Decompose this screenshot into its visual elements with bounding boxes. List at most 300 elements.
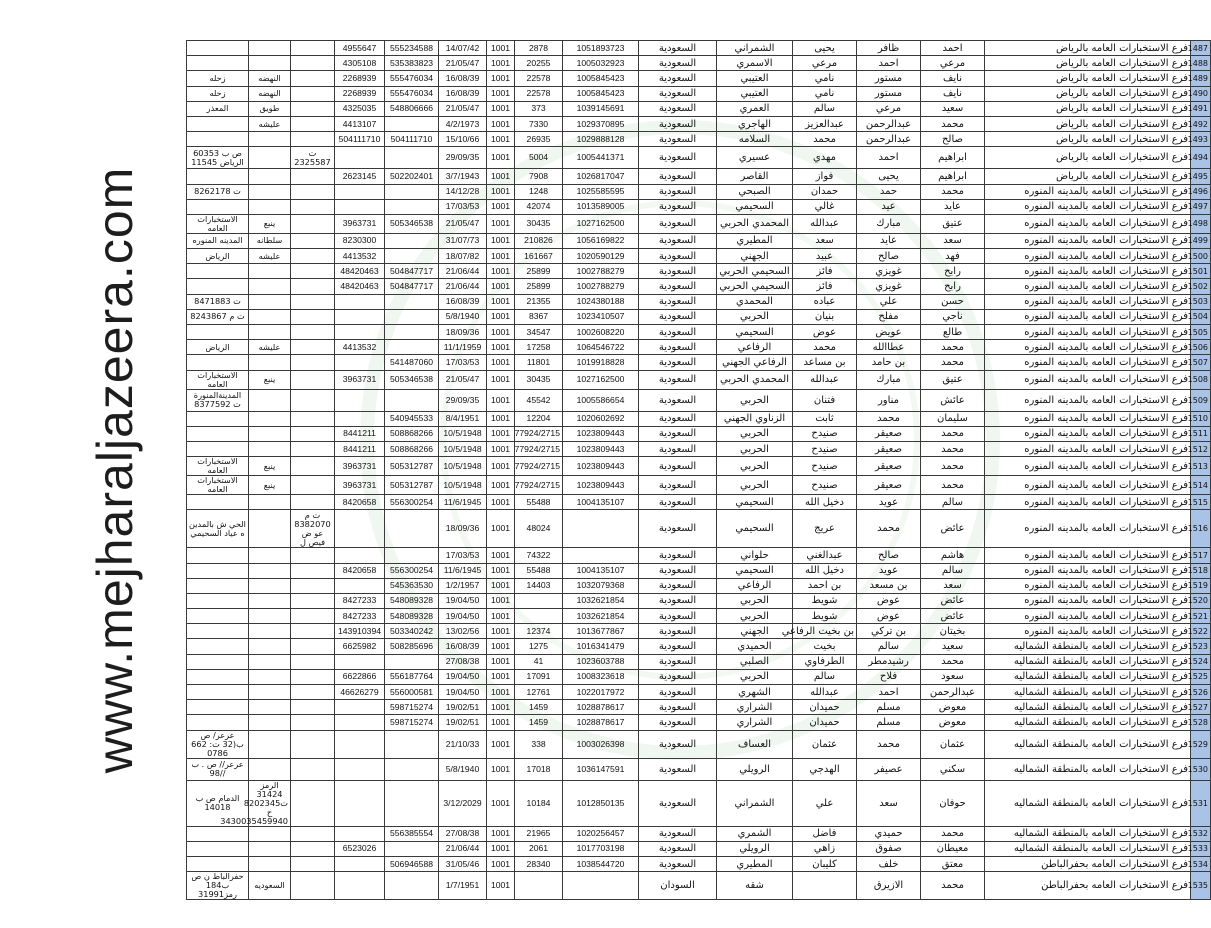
record-index: 1533 <box>1191 841 1211 856</box>
district-cell <box>249 609 291 624</box>
record-index: 1528 <box>1191 715 1211 730</box>
record-index: 1487 <box>1191 41 1211 56</box>
district-cell: ينبع <box>249 370 291 389</box>
phone-cell: 8420658 <box>335 563 385 578</box>
extra-cell <box>291 758 335 780</box>
branch-cell: فرع الاستخبارات العامه بالمنطقة الشماليه <box>985 730 1191 758</box>
first-name-cell: محمد <box>921 654 985 669</box>
first-name-cell: محمد <box>921 441 985 456</box>
record-index: 1515 <box>1191 495 1211 510</box>
address-cell <box>187 199 249 214</box>
first-name-cell: سالم <box>921 563 985 578</box>
extra-cell: ت م 8382070 عو ض فيص ل <box>291 510 335 548</box>
grandfather-name-cell: صنيدح <box>793 457 857 476</box>
number-cell: 373 <box>515 101 563 116</box>
district-cell <box>249 841 291 856</box>
district-cell <box>249 184 291 199</box>
address-cell <box>187 56 249 71</box>
id-number-cell: 1023603788 <box>563 654 639 669</box>
date-cell: 8/4/1951 <box>439 411 487 426</box>
address-cell: الرياض <box>187 340 249 355</box>
table-row <box>187 132 1211 147</box>
id-number-cell: 1024380188 <box>563 294 639 309</box>
father-name-cell: الازيرق <box>857 872 921 900</box>
table-row <box>187 841 1211 856</box>
nationality-cell: السعودية <box>639 264 717 279</box>
grandfather-name-cell: بنيان <box>793 309 857 324</box>
code-cell: 1001 <box>487 214 515 233</box>
table-row <box>187 426 1211 441</box>
district-cell: ينبع <box>249 214 291 233</box>
record-index: 1500 <box>1191 249 1211 264</box>
family-name-cell: القاصر <box>717 169 793 184</box>
date-cell: 10/5/1948 <box>439 441 487 456</box>
branch-cell: فرع الاستخبارات العامه بحفرالباطن <box>985 872 1191 900</box>
phone-cell <box>335 654 385 669</box>
record-index: 1509 <box>1191 389 1211 411</box>
nationality-cell: السعودية <box>639 639 717 654</box>
district-cell <box>249 426 291 441</box>
father-name-cell: فلاح <box>857 669 921 684</box>
mobile-cell <box>385 294 439 309</box>
number-cell: 55488 <box>515 563 563 578</box>
first-name-cell: سليمان <box>921 411 985 426</box>
record-index: 1502 <box>1191 279 1211 294</box>
extra-cell <box>291 56 335 71</box>
branch-cell: فرع الاستخبارات العامه بالمدينه المنوره <box>985 457 1191 476</box>
family-name-cell: السحيمي <box>717 495 793 510</box>
date-cell: 3/7/1943 <box>439 169 487 184</box>
first-name-cell: محمد <box>921 184 985 199</box>
date-cell: 11/6/1945 <box>439 563 487 578</box>
mobile-cell: 598715274 <box>385 715 439 730</box>
nationality-cell: السعودية <box>639 184 717 199</box>
date-cell: 19/02/51 <box>439 715 487 730</box>
id-number-cell: 1005845423 <box>563 71 639 86</box>
date-cell: 5/8/1940 <box>439 758 487 780</box>
number-cell: 161667 <box>515 249 563 264</box>
branch-cell: فرع الاستخبارات العامه بالمدينه المنوره <box>985 249 1191 264</box>
table-row <box>187 639 1211 654</box>
number-cell: 12204 <box>515 411 563 426</box>
grandfather-name-cell: عباده <box>793 294 857 309</box>
record-index: 1503 <box>1191 294 1211 309</box>
phone-cell <box>335 411 385 426</box>
record-index: 1518 <box>1191 563 1211 578</box>
district-cell <box>249 654 291 669</box>
nationality-cell: السعودية <box>639 715 717 730</box>
extra-cell <box>291 41 335 56</box>
id-number-cell: 1022017972 <box>563 685 639 700</box>
nationality-cell: السودان <box>639 872 717 900</box>
extra-cell <box>291 593 335 608</box>
code-cell: 1001 <box>487 457 515 476</box>
mobile-cell: 548089328 <box>385 593 439 608</box>
branch-cell: فرع الاستخبارات العامه بالمدينه المنوره <box>985 233 1191 248</box>
mobile-cell: 555476034 <box>385 71 439 86</box>
extra-cell <box>291 495 335 510</box>
phone-cell: 48420463 <box>335 279 385 294</box>
father-name-cell: بن حامد <box>857 355 921 370</box>
code-cell: 1001 <box>487 495 515 510</box>
date-cell: 31/07/73 <box>439 233 487 248</box>
extra-cell <box>291 700 335 715</box>
family-name-cell: الرفاعي <box>717 578 793 593</box>
first-name-cell: نايف <box>921 86 985 101</box>
grandfather-name-cell: بن مساعد <box>793 355 857 370</box>
mobile-cell: 556300254 <box>385 495 439 510</box>
phone-cell: 2623145 <box>335 169 385 184</box>
district-cell <box>249 264 291 279</box>
family-name-cell: السحيمي <box>717 325 793 340</box>
table-row <box>187 441 1211 456</box>
code-cell: 1001 <box>487 411 515 426</box>
number-cell: 26935 <box>515 132 563 147</box>
phone-cell: 8441211 <box>335 426 385 441</box>
record-index: 1524 <box>1191 654 1211 669</box>
id-number-cell: 1032621854 <box>563 609 639 624</box>
address-cell <box>187 685 249 700</box>
nationality-cell: السعودية <box>639 609 717 624</box>
branch-cell: فرع الاستخبارات العامه بالمدينه المنوره <box>985 294 1191 309</box>
district-cell: طويق <box>249 101 291 116</box>
date-cell: 21/05/47 <box>439 214 487 233</box>
date-cell: 10/5/1948 <box>439 457 487 476</box>
father-name-cell: احمد <box>857 685 921 700</box>
date-cell: 17/03/53 <box>439 355 487 370</box>
family-name-cell: السحيمي الحربي <box>717 264 793 279</box>
father-name-cell: عويد <box>857 563 921 578</box>
date-cell: 11/6/1945 <box>439 495 487 510</box>
first-name-cell: محمد <box>921 872 985 900</box>
record-index: 1513 <box>1191 457 1211 476</box>
nationality-cell: السعودية <box>639 199 717 214</box>
table-row <box>187 758 1211 780</box>
mobile-cell: 505346538 <box>385 214 439 233</box>
number-cell: 74322 <box>515 548 563 563</box>
code-cell: 1001 <box>487 872 515 900</box>
father-name-cell: عايد <box>857 233 921 248</box>
mobile-cell <box>385 249 439 264</box>
address-cell <box>187 426 249 441</box>
date-cell: 10/5/1948 <box>439 426 487 441</box>
date-cell: 17/03/53 <box>439 199 487 214</box>
district-cell <box>249 199 291 214</box>
father-name-cell: عبدالرحمن <box>857 116 921 131</box>
id-number-cell: 1038544720 <box>563 856 639 871</box>
number-cell <box>515 872 563 900</box>
record-index: 1498 <box>1191 214 1211 233</box>
number-cell: 20255 <box>515 56 563 71</box>
branch-cell: فرع الاستخبارات العامه بالرياض <box>985 147 1191 169</box>
grandfather-name-cell: ثابت <box>793 411 857 426</box>
address-cell <box>187 132 249 147</box>
date-cell: 31/05/46 <box>439 856 487 871</box>
code-cell: 1001 <box>487 700 515 715</box>
address-cell <box>187 495 249 510</box>
address-cell <box>187 609 249 624</box>
branch-cell: فرع الاستخبارات العامه بالمدينه المنوره <box>985 441 1191 456</box>
code-cell: 1001 <box>487 389 515 411</box>
extra-cell <box>291 294 335 309</box>
extra-cell <box>291 826 335 841</box>
number-cell: 7330 <box>515 116 563 131</box>
id-number-cell: 1028878617 <box>563 700 639 715</box>
extra-cell <box>291 249 335 264</box>
extra-cell <box>291 426 335 441</box>
family-name-cell: الزناوي الجهني <box>717 411 793 426</box>
address-cell <box>187 411 249 426</box>
phone-cell: 3963731 <box>335 214 385 233</box>
district-cell <box>249 294 291 309</box>
district-cell <box>249 411 291 426</box>
number-cell <box>515 609 563 624</box>
district-cell: عليشه <box>249 340 291 355</box>
first-name-cell: سعود <box>921 669 985 684</box>
mobile-cell: 548089328 <box>385 609 439 624</box>
first-name-cell: سعيد <box>921 639 985 654</box>
phone-cell: 48420463 <box>335 264 385 279</box>
number-cell: 41 <box>515 654 563 669</box>
branch-cell: فرع الاستخبارات العامه بالمدينه المنوره <box>985 340 1191 355</box>
id-number-cell: 1023809443 <box>563 426 639 441</box>
mobile-cell <box>385 548 439 563</box>
grandfather-name-cell: فواز <box>793 169 857 184</box>
phone-cell <box>335 510 385 548</box>
mobile-cell <box>385 510 439 548</box>
phone-cell <box>335 325 385 340</box>
first-name-cell: محمد <box>921 355 985 370</box>
code-cell: 1001 <box>487 264 515 279</box>
nationality-cell: السعودية <box>639 340 717 355</box>
extra-cell <box>291 476 335 495</box>
number-cell: 11801 <box>515 355 563 370</box>
first-name-cell: محمد <box>921 340 985 355</box>
district-cell: السعوديه <box>249 872 291 900</box>
extra-cell <box>291 639 335 654</box>
grandfather-name-cell: صنيدح <box>793 441 857 456</box>
table-row <box>187 476 1211 495</box>
first-name-cell: ابراهيم <box>921 147 985 169</box>
branch-cell: فرع الاستخبارات العامه بالمدينه المنوره <box>985 593 1191 608</box>
table-body <box>187 41 1211 900</box>
grandfather-name-cell: فاضل <box>793 826 857 841</box>
code-cell: 1001 <box>487 426 515 441</box>
number-cell: 12761 <box>515 685 563 700</box>
nationality-cell: السعودية <box>639 495 717 510</box>
number-cell: 1459 <box>515 715 563 730</box>
id-number-cell: 1002608220 <box>563 325 639 340</box>
district-cell <box>249 758 291 780</box>
grandfather-name-cell: عبدالله <box>793 370 857 389</box>
father-name-cell: بن تركي <box>857 624 921 639</box>
table-row <box>187 389 1211 411</box>
code-cell: 1001 <box>487 355 515 370</box>
table-row <box>187 56 1211 71</box>
grandfather-name-cell: محمد <box>793 340 857 355</box>
number-cell: 2061 <box>515 841 563 856</box>
number-cell: 77924/2715 <box>515 426 563 441</box>
table-row <box>187 700 1211 715</box>
father-name-cell: عويض <box>857 325 921 340</box>
extra-cell <box>291 214 335 233</box>
mobile-cell: 505346538 <box>385 370 439 389</box>
record-index: 1520 <box>1191 593 1211 608</box>
branch-cell: فرع الاستخبارات العامه بالمدينه المنوره <box>985 476 1191 495</box>
extra-cell <box>291 325 335 340</box>
record-index: 1506 <box>1191 340 1211 355</box>
record-index: 1504 <box>1191 309 1211 324</box>
mobile-cell: 503340242 <box>385 624 439 639</box>
record-index: 1489 <box>1191 71 1211 86</box>
id-number-cell: 1023809443 <box>563 441 639 456</box>
date-cell: 1/7/1951 <box>439 872 487 900</box>
id-number-cell: 1002788279 <box>563 264 639 279</box>
address-cell: الاستخبارات العامه <box>187 457 249 476</box>
id-number-cell <box>563 548 639 563</box>
father-name-cell: عيد <box>857 199 921 214</box>
nationality-cell: السعودية <box>639 841 717 856</box>
grandfather-name-cell: غالي <box>793 199 857 214</box>
extra-cell <box>291 548 335 563</box>
family-name-cell: السلامه <box>717 132 793 147</box>
mobile-cell <box>385 147 439 169</box>
date-cell: 16/08/39 <box>439 86 487 101</box>
first-name-cell: محمد <box>921 426 985 441</box>
date-cell: 11/1/1959 <box>439 340 487 355</box>
branch-cell: فرع الاستخبارات العامه بالمدينه المنوره <box>985 548 1191 563</box>
extra-cell <box>291 116 335 131</box>
father-name-cell: محمد <box>857 510 921 548</box>
grandfather-name-cell: عريج <box>793 510 857 548</box>
table-row <box>187 685 1211 700</box>
branch-cell: فرع الاستخبارات العامه بالمدينه المنوره <box>985 389 1191 411</box>
code-cell: 1001 <box>487 71 515 86</box>
first-name-cell: هاشم <box>921 548 985 563</box>
table-row <box>187 147 1211 169</box>
branch-cell: فرع الاستخبارات العامه بالمنطقة الشماليه <box>985 826 1191 841</box>
grandfather-name-cell: الطرفاوي <box>793 654 857 669</box>
nationality-cell: السعودية <box>639 249 717 264</box>
extra-cell <box>291 780 335 826</box>
address-cell <box>187 593 249 608</box>
branch-cell: فرع الاستخبارات العامه بحفرالباطن <box>985 856 1191 871</box>
site-watermark <box>80 90 150 850</box>
mobile-cell: 548806666 <box>385 101 439 116</box>
address-cell <box>187 856 249 871</box>
first-name-cell: عائض <box>921 510 985 548</box>
date-cell: 19/04/50 <box>439 669 487 684</box>
number-cell: 28340 <box>515 856 563 871</box>
mobile-cell <box>385 654 439 669</box>
district-cell <box>249 548 291 563</box>
first-name-cell: نايف <box>921 71 985 86</box>
date-cell: 18/09/36 <box>439 510 487 548</box>
code-cell: 1001 <box>487 249 515 264</box>
grandfather-name-cell: شويط <box>793 593 857 608</box>
first-name-cell: عائض <box>921 593 985 608</box>
id-number-cell: 1029888128 <box>563 132 639 147</box>
first-name-cell: معوض <box>921 700 985 715</box>
address-cell <box>187 669 249 684</box>
branch-cell: فرع الاستخبارات العامه بالرياض <box>985 41 1191 56</box>
code-cell: 1001 <box>487 233 515 248</box>
table-row <box>187 624 1211 639</box>
phone-cell <box>335 184 385 199</box>
family-name-cell: الحميدي <box>717 639 793 654</box>
family-name-cell: السحيمي الحربي <box>717 279 793 294</box>
record-index: 1517 <box>1191 548 1211 563</box>
grandfather-name-cell: الهدجي <box>793 758 857 780</box>
nationality-cell: السعودية <box>639 71 717 86</box>
phone-cell <box>335 309 385 324</box>
family-name-cell: الحربي <box>717 426 793 441</box>
grandfather-name-cell: شويط <box>793 609 857 624</box>
nationality-cell: السعودية <box>639 826 717 841</box>
table-row <box>187 593 1211 608</box>
date-cell: 4/2/1973 <box>439 116 487 131</box>
address-cell <box>187 624 249 639</box>
branch-cell: فرع الاستخبارات العامه بالرياض <box>985 132 1191 147</box>
record-index: 1507 <box>1191 355 1211 370</box>
district-cell <box>249 593 291 608</box>
extra-cell <box>291 669 335 684</box>
code-cell: 1001 <box>487 86 515 101</box>
number-cell: 2878 <box>515 41 563 56</box>
district-cell <box>249 279 291 294</box>
phone-cell: 8427233 <box>335 593 385 608</box>
code-cell: 1001 <box>487 856 515 871</box>
grandfather-name-cell: بن احمد <box>793 578 857 593</box>
record-index: 1492 <box>1191 116 1211 131</box>
extra-cell <box>291 199 335 214</box>
extra-cell <box>291 71 335 86</box>
district-cell: النهضه <box>249 86 291 101</box>
grandfather-name-cell: عوض <box>793 325 857 340</box>
id-number-cell: 1025585595 <box>563 184 639 199</box>
record-index: 1534 <box>1191 856 1211 871</box>
address-cell <box>187 841 249 856</box>
record-index: 1535 <box>1191 872 1211 900</box>
family-name-cell: الشمراني <box>717 41 793 56</box>
grandfather-name-cell: حمدان <box>793 184 857 199</box>
table-row <box>187 730 1211 758</box>
number-cell: 1248 <box>515 184 563 199</box>
nationality-cell: السعودية <box>639 700 717 715</box>
first-name-cell: ناجي <box>921 309 985 324</box>
phone-cell <box>335 548 385 563</box>
record-index: 1532 <box>1191 826 1211 841</box>
phone-cell: 4413107 <box>335 116 385 131</box>
first-name-cell: عبدالرحمن <box>921 685 985 700</box>
extra-cell <box>291 872 335 900</box>
id-number-cell: 1023809443 <box>563 476 639 495</box>
district-cell <box>249 715 291 730</box>
phone-cell: 4955647 <box>335 41 385 56</box>
mobile-cell: 598715274 <box>385 700 439 715</box>
family-name-cell: المطيري <box>717 233 793 248</box>
branch-cell: فرع الاستخبارات العامه بالرياض <box>985 86 1191 101</box>
id-number-cell <box>563 510 639 548</box>
nationality-cell: السعودية <box>639 355 717 370</box>
grandfather-name-cell: نامي <box>793 86 857 101</box>
branch-cell: فرع الاستخبارات العامه بالرياض <box>985 169 1191 184</box>
id-number-cell: 1019918828 <box>563 355 639 370</box>
number-cell: 338 <box>515 730 563 758</box>
branch-cell: فرع الاستخبارات العامه بالمنطقة الشماليه <box>985 669 1191 684</box>
id-number-cell: 1017703198 <box>563 841 639 856</box>
branch-cell: فرع الاستخبارات العامه بالمدينه المنوره <box>985 411 1191 426</box>
